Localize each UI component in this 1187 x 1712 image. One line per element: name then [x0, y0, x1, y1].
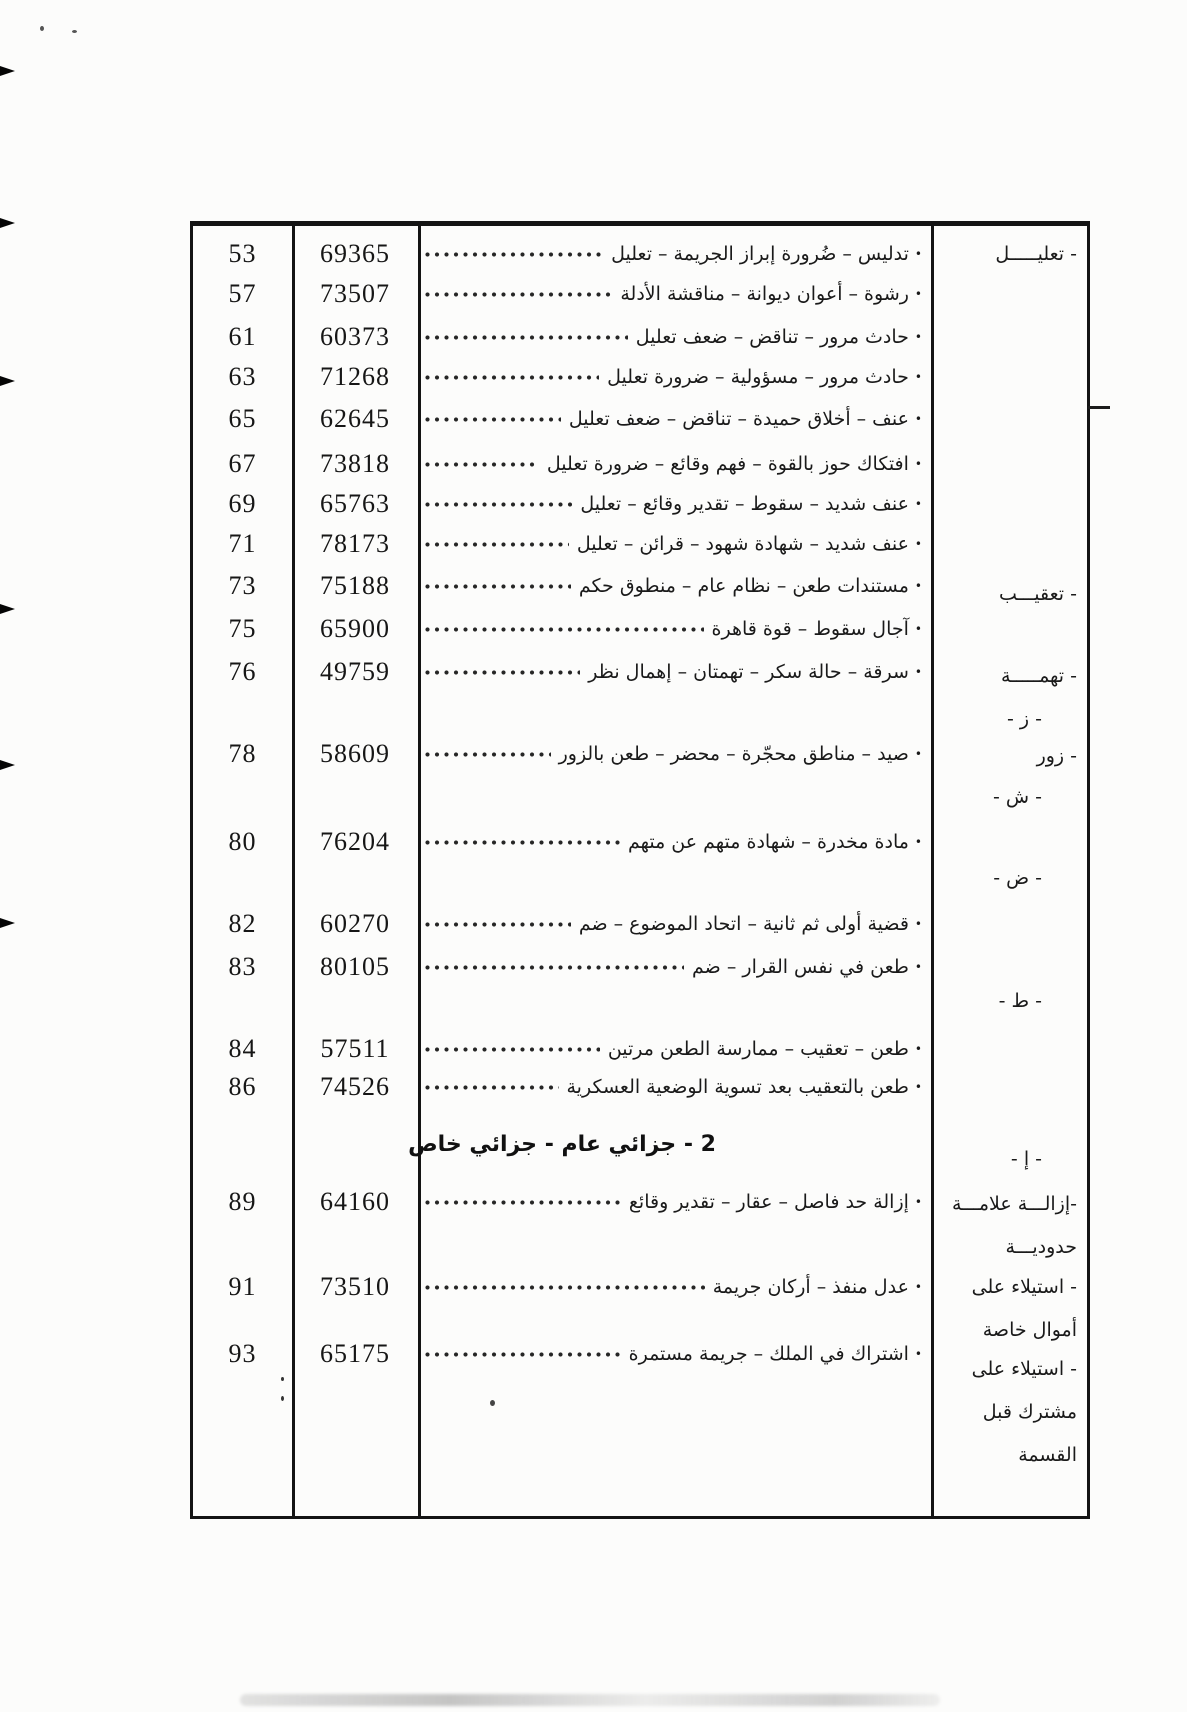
entry-description-cell [418, 408, 931, 430]
page-number: 57 [228, 279, 257, 308]
category-letter-label: - ش - [993, 786, 1042, 808]
decision-number: 78173 [320, 529, 390, 558]
bullet-icon: • [914, 412, 922, 426]
toc-row [193, 1337, 931, 1371]
entry-description: عنف – أخلاق حميدة – تناقض – ضعف تعليل [568, 408, 909, 430]
toc-row [193, 907, 931, 941]
category-letter-label: - ض - [993, 867, 1042, 889]
dot-leader [424, 1351, 621, 1358]
page-number: 63 [228, 362, 257, 391]
decision-number: 65763 [320, 489, 390, 518]
entry-description: مادة مخدرة – شهادة متهم عن متهم [627, 831, 909, 853]
page-number: 80 [228, 827, 257, 856]
toc-row [193, 402, 931, 436]
decision-number: 58609 [320, 739, 390, 768]
entry-description: طعن – تعقيب – ممارسة الطعن مرتين [607, 1038, 909, 1060]
entry-description-cell [418, 326, 931, 348]
entry-description-cell [418, 1191, 931, 1213]
decision-number: 75188 [320, 571, 390, 600]
scan-mark [281, 1377, 284, 1381]
entry-description: إزالة حد فاصل – عقار – تقدير وقائع [628, 1191, 909, 1213]
decision-number: 76204 [320, 827, 390, 856]
bullet-icon: • [914, 247, 922, 261]
dot-leader [424, 1084, 559, 1091]
entry-description-cell [418, 1038, 931, 1060]
bullet-icon: • [914, 579, 922, 593]
entry-description: رشوة – أعوان ديوانة – مناقشة الأدلة [620, 283, 909, 305]
entry-description: عنف شديد – سقوط – تقدير وقائع – تعليل [580, 493, 909, 515]
category-label: -إزالـــة علامـــة حدوديـــة [951, 1193, 1077, 1258]
page-number: 93 [228, 1339, 257, 1368]
entry-description-cell [418, 956, 931, 978]
category-label: - تعقيـــب [998, 583, 1077, 605]
bullet-icon: • [914, 1347, 922, 1361]
toc-row [193, 527, 931, 561]
entry-description-cell [418, 243, 931, 265]
decision-number: 65900 [320, 614, 390, 643]
decision-number: 73507 [320, 279, 390, 308]
scan-noise-band [240, 1694, 940, 1706]
scan-mark [281, 1396, 284, 1401]
decision-number: 49759 [320, 657, 390, 686]
entry-description: صيد – مناطق محجّرة – محضر – طعن بالزور [558, 743, 909, 765]
toc-row [193, 447, 931, 481]
page-number: 83 [228, 952, 257, 981]
dot-leader [424, 583, 571, 590]
scan-mark [0, 66, 15, 76]
bullet-icon: • [914, 457, 922, 471]
category-label: - زور [1036, 745, 1077, 767]
scan-mark [0, 918, 15, 928]
toc-row [193, 825, 931, 859]
dot-leader [424, 1199, 621, 1206]
toc-row [193, 612, 931, 646]
dot-leader [424, 251, 603, 258]
entry-description-cell [418, 366, 931, 388]
bullet-icon: • [914, 1080, 922, 1094]
bullet-icon: • [914, 960, 922, 974]
dot-leader [424, 1284, 705, 1291]
entry-description: طعن في نفس القرار – ضم [692, 956, 909, 978]
page-number: 75 [228, 614, 257, 643]
entry-description-cell [418, 661, 931, 683]
entry-description-cell [418, 1076, 931, 1098]
bullet-icon: • [914, 287, 922, 301]
page-number: 71 [228, 529, 257, 558]
dot-leader [424, 669, 580, 676]
dot-leader [424, 626, 704, 633]
scan-mark [0, 218, 15, 228]
decision-number: 62645 [320, 404, 390, 433]
dot-leader [424, 751, 551, 758]
toc-row [193, 1270, 931, 1304]
toc-row [193, 320, 931, 354]
scan-mark [0, 760, 15, 770]
page-number: 78 [228, 739, 257, 768]
bullet-icon: • [914, 622, 922, 636]
toc-row [193, 360, 931, 394]
entry-description-cell [418, 618, 931, 640]
category-letter-label: - ز - [1007, 708, 1042, 730]
page-number: 89 [228, 1187, 257, 1216]
bullet-icon: • [914, 370, 922, 384]
entry-description: حادث مرور – مسؤولية – ضرورة تعليل [607, 366, 909, 388]
entry-description: طعن بالتعقيب بعد تسوية الوضعية العسكرية [566, 1076, 909, 1098]
page-number: 69 [228, 489, 257, 518]
dot-leader [424, 839, 620, 846]
entry-description: مستندات طعن – نظام عام – منطوق حكم [578, 575, 909, 597]
decision-number: 73510 [320, 1272, 390, 1301]
decision-number: 65175 [320, 1339, 390, 1368]
scan-mark [0, 376, 15, 386]
category-label: - تهمـــــة [1001, 665, 1077, 687]
entry-description-cell [418, 1343, 931, 1365]
entry-description-cell [418, 533, 931, 555]
entry-description-cell [418, 453, 931, 475]
entry-description: افتكاك حوز بالقوة – فهم وقائع – ضرورة تعليل [546, 453, 909, 475]
decision-number: 69365 [320, 239, 390, 268]
bullet-icon: • [914, 1042, 922, 1056]
decision-number: 64160 [320, 1187, 390, 1216]
dot-leader [424, 374, 599, 381]
entry-description: قضية أولى ثم ثانية – اتحاد الموضوع – ضم [578, 913, 909, 935]
entry-description-cell [418, 1276, 931, 1298]
category-label: - تعليـــــل [995, 243, 1077, 265]
category-letter-label: - ط - [998, 990, 1042, 1012]
entry-description: عنف شديد – شهادة شهود – قرائن – تعليل [576, 533, 909, 555]
toc-row [193, 655, 931, 689]
dot-leader [424, 501, 572, 508]
bullet-icon: • [914, 330, 922, 344]
bullet-icon: • [914, 835, 922, 849]
page-number: 73 [228, 571, 257, 600]
toc-row [193, 569, 931, 603]
scan-mark [0, 604, 15, 614]
dot-leader [424, 291, 612, 298]
bullet-icon: • [914, 497, 922, 511]
page-number: 86 [228, 1072, 257, 1101]
decision-number: 60373 [320, 322, 390, 351]
bullet-icon: • [914, 917, 922, 931]
page-number: 82 [228, 909, 257, 938]
decision-number: 74526 [320, 1072, 390, 1101]
decision-number: 73818 [320, 449, 390, 478]
entry-description: عدل منفذ – أركان جريمة [712, 1276, 909, 1298]
entry-description: تدليس – ضُرورة إبراز الجريمة – تعليل [611, 243, 909, 265]
dot-leader [424, 334, 628, 341]
dot-leader [424, 416, 561, 423]
entry-description: آجال سقوط – قوة قاهرة [711, 618, 909, 640]
entry-description: سرقة – حالة سكر – تهمتان – إهمال نظر [588, 661, 909, 683]
decision-number: 60270 [320, 909, 390, 938]
decision-number: 57511 [320, 1034, 390, 1063]
dot-leader [424, 541, 569, 548]
page-number: 76 [228, 657, 257, 686]
category-label: - استيلاء على أموال خاصة [971, 1276, 1077, 1341]
bullet-icon: • [914, 1195, 922, 1209]
category-letter-label: - إ - [1010, 1148, 1042, 1170]
page-number: 67 [228, 449, 257, 478]
entry-description: اشتراك في الملك – جريمة مستمرة [628, 1343, 909, 1365]
page-number: 91 [228, 1272, 257, 1301]
scan-mark [1088, 406, 1110, 409]
toc-row [193, 277, 931, 311]
toc-row [193, 737, 931, 771]
bullet-icon: • [914, 537, 922, 551]
bullet-icon: • [914, 1280, 922, 1294]
entry-description-cell [418, 283, 931, 305]
page-number: 61 [228, 322, 257, 351]
dot-leader [424, 461, 539, 468]
decision-number: 80105 [320, 952, 390, 981]
dot-leader [424, 1046, 600, 1053]
decision-number: 71268 [320, 362, 390, 391]
entry-description-cell [418, 575, 931, 597]
bullet-icon: • [914, 747, 922, 761]
toc-row [193, 1070, 931, 1104]
toc-row [193, 1032, 931, 1066]
page-number: 65 [228, 404, 257, 433]
entry-description-cell [418, 913, 931, 935]
toc-row [193, 237, 931, 271]
dot-leader [424, 921, 571, 928]
bullet-icon: • [914, 665, 922, 679]
toc-row [193, 1185, 931, 1219]
entry-description-cell [418, 493, 931, 515]
entry-description-cell [418, 831, 931, 853]
section-heading: 2 - جزائي عام - جزائي خاص [408, 1132, 716, 1157]
page-number: 53 [228, 239, 257, 268]
scan-mark [490, 1400, 495, 1406]
toc-row [193, 487, 931, 521]
category-label: - استيلاء على مشترك قبل القسمة [971, 1358, 1077, 1466]
entry-description-cell [418, 743, 931, 765]
toc-table [190, 221, 1090, 1519]
page-number: 84 [228, 1034, 257, 1063]
toc-row [193, 950, 931, 984]
dot-leader [424, 964, 684, 971]
scan-mark [40, 26, 44, 31]
scan-mark [72, 30, 77, 33]
entry-description: حادث مرور – تناقض – ضعف تعليل [635, 326, 909, 348]
